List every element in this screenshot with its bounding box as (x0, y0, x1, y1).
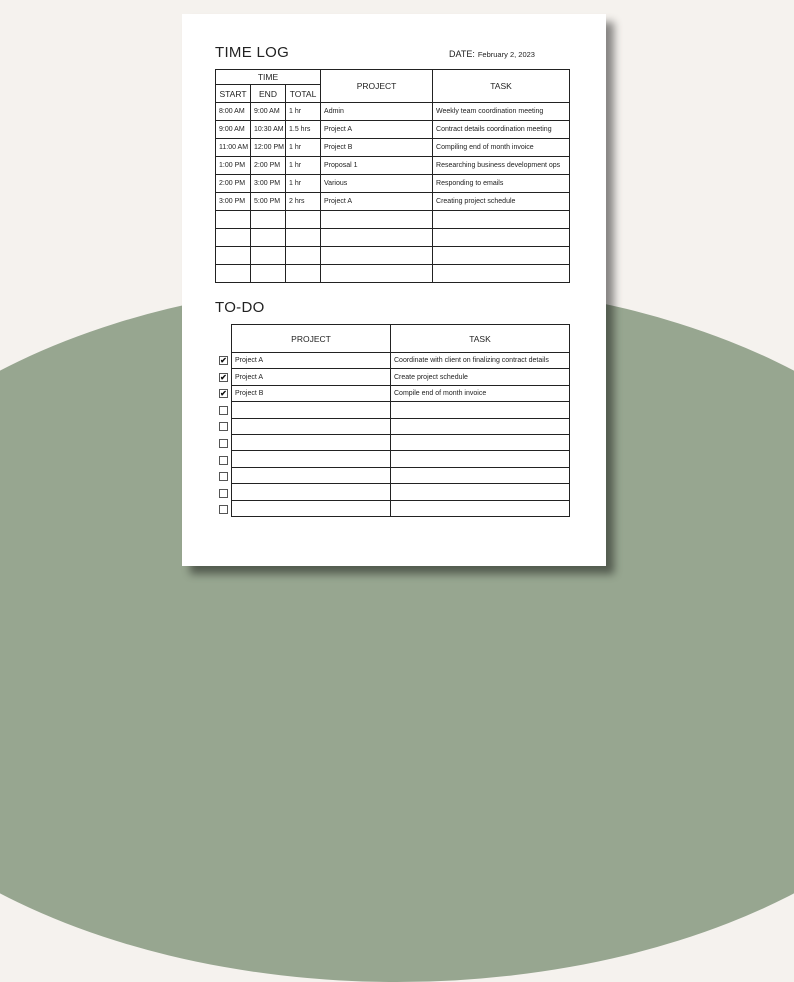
time-log-project-cell[interactable] (321, 265, 433, 283)
todo-task-cell[interactable] (391, 484, 570, 500)
time-log-task-cell[interactable] (433, 265, 570, 283)
end-header: END (251, 85, 286, 103)
todo-row (232, 418, 570, 434)
time-log-start-cell[interactable] (216, 211, 251, 229)
time-log-task-cell[interactable]: Compiling end of month invoice (433, 139, 570, 157)
time-log-total-cell[interactable]: 1 hr (286, 139, 321, 157)
time-log-end-cell[interactable]: 3:00 PM (251, 175, 286, 193)
time-log-project-cell[interactable]: Project B (321, 139, 433, 157)
time-log-end-cell[interactable] (251, 229, 286, 247)
todo-table (231, 324, 570, 517)
time-log-project-cell[interactable]: Admin (321, 103, 433, 121)
time-log-start-cell[interactable]: 11:00 AM (216, 139, 251, 157)
time-log-project-cell[interactable] (321, 211, 433, 229)
todo-row (232, 369, 570, 385)
todo-task-cell[interactable]: Create project schedule (391, 369, 570, 385)
time-log-table (215, 69, 570, 283)
checked-checkbox-icon[interactable]: ✔ (220, 372, 227, 382)
time-log-row (216, 229, 570, 247)
time-log-start-cell[interactable]: 2:00 PM (216, 175, 251, 193)
checkbox-icon[interactable] (219, 456, 228, 465)
date-label: DATE: (449, 49, 475, 59)
todo-project-cell[interactable]: Project B (232, 385, 391, 401)
todo-task-cell[interactable]: Coordinate with client on finalizing contract details (391, 353, 570, 369)
checkbox-icon[interactable] (219, 505, 228, 514)
time-log-end-cell[interactable] (251, 211, 286, 229)
time-log-start-cell[interactable]: 3:00 PM (216, 193, 251, 211)
time-log-task-cell[interactable]: Weekly team coordination meeting (433, 103, 570, 121)
checked-checkbox-icon[interactable]: ✔ (220, 389, 227, 399)
time-header: TIME (216, 70, 321, 85)
date-field (449, 49, 535, 59)
time-log-project-cell[interactable]: Proposal 1 (321, 157, 433, 175)
todo-project-cell[interactable] (232, 402, 391, 418)
todo-row (232, 484, 570, 500)
time-log-total-cell[interactable] (286, 229, 321, 247)
time-log-end-cell[interactable]: 10:30 AM (251, 121, 286, 139)
todo-project-cell[interactable] (232, 434, 391, 450)
time-log-row (216, 103, 570, 121)
checkbox-icon[interactable] (219, 472, 228, 481)
time-log-row (216, 193, 570, 211)
todo-task-cell[interactable] (391, 434, 570, 450)
time-log-row (216, 139, 570, 157)
time-log-row (216, 247, 570, 265)
time-log-total-cell[interactable]: 1 hr (286, 175, 321, 193)
time-log-project-cell[interactable]: Project A (321, 193, 433, 211)
todo-row (232, 451, 570, 467)
todo-row (232, 434, 570, 450)
todo-project-cell[interactable] (232, 451, 391, 467)
todo-row (232, 353, 570, 369)
todo-task-cell[interactable] (391, 500, 570, 516)
todo-project-cell[interactable] (232, 467, 391, 483)
time-log-page (182, 14, 606, 566)
checkbox-icon[interactable] (219, 439, 228, 448)
time-log-start-cell[interactable] (216, 229, 251, 247)
total-header: TOTAL (286, 85, 321, 103)
time-log-row (216, 121, 570, 139)
time-log-end-cell[interactable] (251, 265, 286, 283)
time-log-start-cell[interactable]: 8:00 AM (216, 103, 251, 121)
time-log-row (216, 157, 570, 175)
checked-checkbox-icon[interactable]: ✔ (220, 356, 227, 365)
time-log-end-cell[interactable]: 9:00 AM (251, 103, 286, 121)
time-log-end-cell[interactable]: 5:00 PM (251, 193, 286, 211)
todo-project-cell[interactable] (232, 484, 391, 500)
time-log-task-cell[interactable] (433, 211, 570, 229)
time-log-end-cell[interactable]: 2:00 PM (251, 157, 286, 175)
time-log-project-cell[interactable] (321, 247, 433, 265)
time-log-total-cell[interactable] (286, 247, 321, 265)
time-log-start-cell[interactable]: 1:00 PM (216, 157, 251, 175)
todo-row (232, 500, 570, 516)
time-log-title: TIME LOG (215, 44, 290, 61)
time-log-row (216, 211, 570, 229)
checkbox-icon[interactable] (219, 422, 228, 431)
time-log-total-cell[interactable]: 1 hr (286, 157, 321, 175)
todo-task-cell[interactable] (391, 467, 570, 483)
time-log-project-cell[interactable]: Project A (321, 121, 433, 139)
time-log-project-cell[interactable] (321, 229, 433, 247)
time-log-start-cell[interactable]: 9:00 AM (216, 121, 251, 139)
time-log-total-cell[interactable] (286, 265, 321, 283)
todo-row (232, 467, 570, 483)
todo-task-cell[interactable]: Compile end of month invoice (391, 385, 570, 401)
todo-row (232, 385, 570, 401)
time-log-total-cell[interactable]: 1.5 hrs (286, 121, 321, 139)
checkbox-icon[interactable] (219, 489, 228, 498)
todo-project-cell[interactable]: Project A (232, 369, 391, 385)
start-header: START (216, 85, 251, 103)
time-log-end-cell[interactable]: 12:00 PM (251, 139, 286, 157)
time-log-task-cell[interactable]: Responding to emails (433, 175, 570, 193)
time-log-start-cell[interactable] (216, 265, 251, 283)
todo-task-cell[interactable] (391, 402, 570, 418)
time-log-row (216, 265, 570, 283)
time-log-total-cell[interactable]: 2 hrs (286, 193, 321, 211)
time-log-task-cell[interactable] (433, 229, 570, 247)
todo-project-cell[interactable]: Project A (232, 353, 391, 369)
todo-title: TO-DO (215, 299, 265, 316)
todo-row (232, 402, 570, 418)
time-log-task-cell[interactable] (433, 247, 570, 265)
checkbox-icon[interactable] (219, 406, 228, 415)
time-log-task-cell[interactable]: Contract details coordination meeting (433, 121, 570, 139)
date-value: February 2, 2023 (477, 50, 535, 59)
time-log-end-cell[interactable] (251, 247, 286, 265)
project-header: PROJECT (321, 70, 433, 103)
todo-project-header: PROJECT (232, 325, 391, 353)
todo-task-header: TASK (391, 325, 570, 353)
todo-project-cell[interactable] (232, 418, 391, 434)
task-header: TASK (433, 70, 570, 103)
todo-task-cell[interactable] (391, 451, 570, 467)
time-log-row (216, 175, 570, 193)
time-log-task-cell[interactable]: Creating project schedule (433, 193, 570, 211)
todo-project-cell[interactable] (232, 500, 391, 516)
time-log-total-cell[interactable] (286, 211, 321, 229)
time-log-total-cell[interactable]: 1 hr (286, 103, 321, 121)
time-log-task-cell[interactable]: Researching business development ops (433, 157, 570, 175)
todo-task-cell[interactable] (391, 418, 570, 434)
time-log-project-cell[interactable]: Various (321, 175, 433, 193)
time-log-start-cell[interactable] (216, 247, 251, 265)
